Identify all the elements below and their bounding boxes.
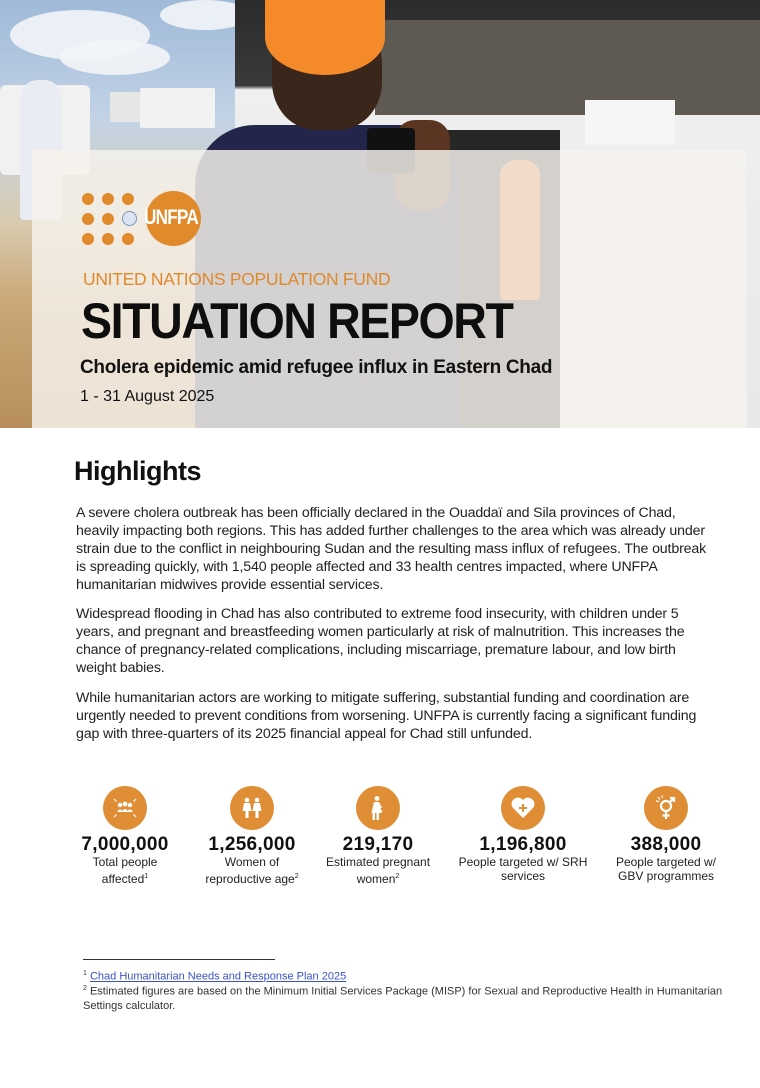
stat-label xyxy=(308,856,448,886)
report-date-range: 1 - 31 August 2025 xyxy=(80,388,215,405)
key-figures xyxy=(70,786,730,896)
footnote-marker: 1 xyxy=(83,970,87,977)
orange-cap xyxy=(265,0,385,75)
logo-dot xyxy=(102,233,114,245)
report-title: SITUATION REPORT xyxy=(81,293,513,349)
stat-label-line: affected xyxy=(101,871,145,886)
logo-wordmark: UNFPA xyxy=(144,206,198,229)
women-icon xyxy=(230,786,274,830)
logo-dot xyxy=(82,213,94,225)
tent-roof xyxy=(375,20,760,115)
stat-value: 219,170 xyxy=(342,834,414,855)
highlights-paragraph: Widespread flooding in Chad has also contributed to extreme food insecurity, with children under 5 years, and pregnant and breastfeeding women particularly at risk of malnutrition. This increases the chance of pregnancy-related complications, including miscarriage, premature labour, and low birth weight babies. xyxy=(76,606,685,676)
footnote-divider xyxy=(83,959,275,960)
highlights-paragraph: A severe cholera outbreak has been officially declared in the Ouaddaï and Sila provinces of Chad, heavily impacting both regions. This has added further challenges to the area which was already under strain due to the conflict in neighbouring Sudan and the resulting mass influx of refugees. The outbreak is spreading quickly, with 1,540 people affected and 33 health centres impacted, where UNFPA humanitarian midwives provide essential services. xyxy=(76,505,707,593)
stat-label xyxy=(453,856,593,883)
un-emblem-icon xyxy=(122,211,137,226)
stat-value: 7,000,000 xyxy=(81,834,169,855)
stat-label-line: reproductive age xyxy=(205,871,295,886)
stat-label-line: GBV programmes xyxy=(617,868,715,883)
stat-label xyxy=(596,856,736,883)
stat-label-line: People targeted w/ xyxy=(615,855,717,869)
stat-label-line: services xyxy=(500,868,545,883)
report-subtitle: Cholera epidemic amid refugee influx in Eastern Chad xyxy=(80,357,553,378)
unfpa-sign xyxy=(585,100,675,145)
stat-women-reproductive-age xyxy=(182,786,322,886)
logo-dot xyxy=(122,193,134,205)
unfpa-logo xyxy=(82,191,202,247)
highlights-heading: Highlights xyxy=(74,456,201,486)
logo-dot xyxy=(82,233,94,245)
organization-name: UNITED NATIONS POPULATION FUND xyxy=(83,269,391,289)
stat-value: 1,196,800 xyxy=(479,834,567,855)
heart-plus-icon xyxy=(501,786,545,830)
stat-label xyxy=(182,856,322,886)
stat-total-affected xyxy=(55,786,195,886)
logo-dot xyxy=(122,233,134,245)
gender-symbol-icon xyxy=(644,786,688,830)
stat-srh-targeted xyxy=(453,786,593,883)
people-group-icon xyxy=(103,786,147,830)
stat-gbv-targeted xyxy=(596,786,736,883)
stat-label-line: Women of xyxy=(224,855,280,869)
footnote-marker: 1 xyxy=(144,872,149,880)
logo-dot xyxy=(102,213,114,225)
stat-pregnant-women xyxy=(308,786,448,886)
footnote-marker: 2 xyxy=(83,985,87,992)
stat-label xyxy=(55,856,195,886)
stat-value: 388,000 xyxy=(630,834,702,855)
pregnant-woman-icon xyxy=(356,786,400,830)
footnote-marker: 2 xyxy=(395,872,400,880)
stat-label-line: People targeted w/ SRH xyxy=(458,855,588,869)
stat-label-line: Total people xyxy=(92,855,158,869)
footnote-text: Estimated figures are based on the Minimum Initial Services Package (MISP) for Sexual and Reproductive Health in Humanitarian Settings calculator. xyxy=(83,985,723,1012)
footnote-2 xyxy=(83,982,723,1013)
cloud xyxy=(60,40,170,75)
stat-label-line: Estimated pregnant xyxy=(325,855,431,869)
logo-dot xyxy=(102,193,114,205)
highlights-paragraph: While humanitarian actors are working to mitigate suffering, substantial funding and coordination are urgently needed to prevent conditions from worsening. UNFPA is currently facing a significant funding gap with three-quarters of its 2025 financial appeal for Chad still unfunded. xyxy=(76,690,697,742)
footnote-marker: 2 xyxy=(294,872,299,880)
footnote-link-hrp[interactable]: Chad Humanitarian Needs and Response Plan 2025 xyxy=(89,970,347,983)
background-tent xyxy=(140,88,215,128)
logo-dot xyxy=(82,193,94,205)
stat-label-line: women xyxy=(356,871,396,886)
stat-value: 1,256,000 xyxy=(208,834,296,855)
